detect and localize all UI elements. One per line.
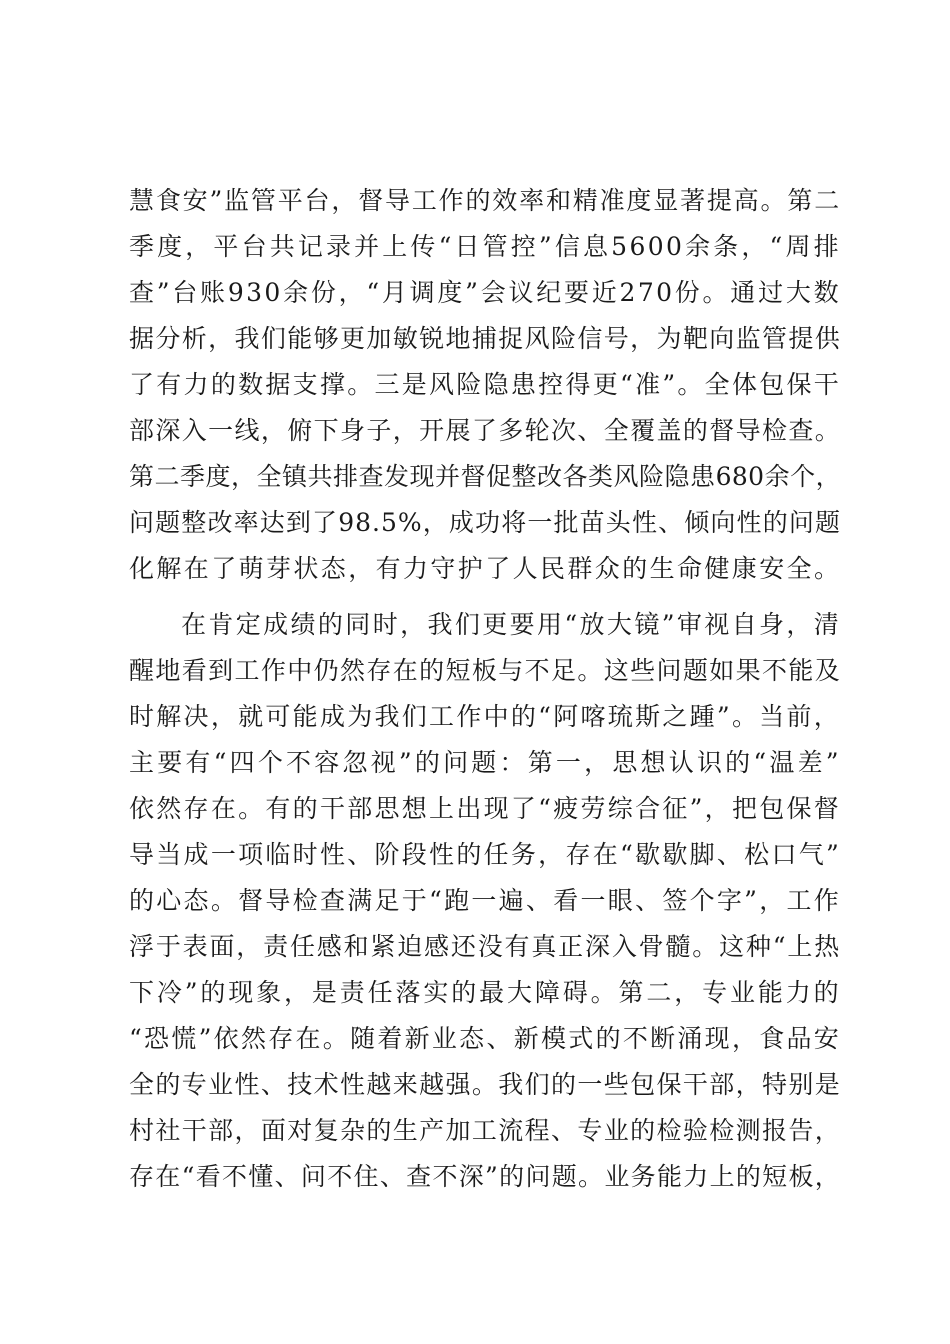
paragraph-line: 化解在了萌芽状态，有力守护了人民群众的生命健康安全。 <box>129 554 842 583</box>
paragraph-line: “恐慌”依然存在。随着新业态、新模式的不断涌现，食品安 <box>129 1024 841 1053</box>
paragraph-line: 下冷”的现象，是责任落实的最大障碍。第二，专业能力的 <box>129 978 841 1007</box>
paragraph-line: 季度，平台共记录并上传“日管控”信息5600余条，“周排 <box>129 232 841 261</box>
paragraph-line: 依然存在。有的干部思想上出现了“疲劳综合征”，把包保督 <box>129 794 841 823</box>
paragraph-line: 的心态。督导检查满足于“跑一遍、看一眼、签个字”，工作 <box>129 886 841 915</box>
paragraph-line: 查”台账930余份，“月调度”会议纪要近270份。通过大数 <box>129 278 841 307</box>
paragraph-line: 第二季度，全镇共排查发现并督促整改各类风险隐患680余个， <box>129 462 841 491</box>
paragraph-line: 在肯定成绩的同时，我们更要用“放大镜”审视自身，清 <box>181 610 841 639</box>
paragraph-line: 慧食安”监管平台，督导工作的效率和精准度显著提高。第二 <box>129 186 841 215</box>
paragraph-line: 醒地看到工作中仍然存在的短板与不足。这些问题如果不能及 <box>129 656 841 685</box>
paragraph-line: 问题整改率达到了98.5%，成功将一批苗头性、倾向性的问题 <box>129 508 841 537</box>
paragraph-line: 存在“看不懂、问不住、查不深”的问题。业务能力上的短板， <box>129 1162 841 1191</box>
paragraph-line: 了有力的数据支撑。三是风险隐患控得更“准”。全体包保干 <box>129 370 841 399</box>
paragraph-line: 导当成一项临时性、阶段性的任务，存在“歇歇脚、松口气” <box>129 840 841 869</box>
paragraph-line: 全的专业性、技术性越来越强。我们的一些包保干部，特别是 <box>129 1070 841 1099</box>
paragraph-line: 据分析，我们能够更加敏锐地捕捉风险信号，为靶向监管提供 <box>129 324 841 353</box>
paragraph-line: 时解决，就可能成为我们工作中的“阿喀琉斯之踵”。当前， <box>129 702 841 731</box>
paragraph-line: 村社干部，面对复杂的生产加工流程、专业的检验检测报告， <box>129 1116 841 1145</box>
paragraph-line: 浮于表面，责任感和紧迫感还没有真正深入骨髓。这种“上热 <box>129 932 841 961</box>
paragraph-line: 主要有“四个不容忽视”的问题：第一，思想认识的“温差” <box>129 748 841 777</box>
paragraph-line: 部深入一线，俯下身子，开展了多轮次、全覆盖的督导检查。 <box>129 416 841 445</box>
